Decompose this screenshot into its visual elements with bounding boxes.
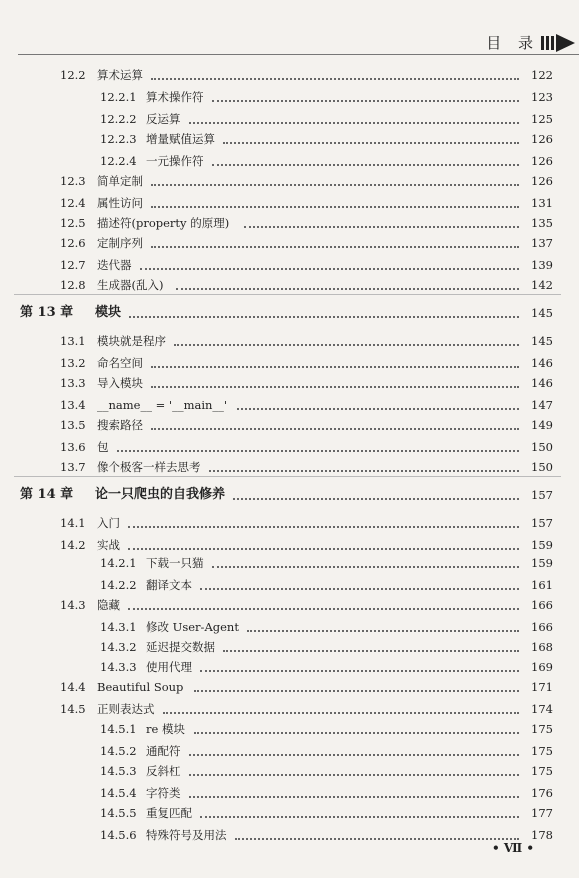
toc-leader-dots (200, 815, 519, 818)
toc-entry[interactable] (0, 88, 579, 106)
toc-entry-number: 13.6 (60, 440, 86, 454)
toc-entry-title: 入门 (97, 516, 120, 530)
toc-entry-title: 算术运算 (97, 68, 143, 82)
toc-entry[interactable] (0, 458, 579, 476)
toc-page-number: 137 (531, 236, 553, 250)
toc-page-number: 168 (531, 640, 553, 654)
toc-leader-dots (117, 449, 520, 452)
toc-entry-number: 12.4 (60, 196, 86, 210)
toc-leader-dots (212, 565, 520, 568)
toc-page-number: 123 (531, 90, 553, 104)
toc-page-number: 178 (531, 828, 553, 842)
toc-entry[interactable] (0, 804, 579, 822)
toc-leader-dots (194, 731, 519, 734)
toc-entry-number: 14.1 (60, 516, 86, 530)
toc-entry-number: 14.5.2 (100, 744, 137, 758)
toc-entry[interactable] (0, 742, 579, 760)
toc-entry-title: 模块就是程序 (97, 334, 166, 348)
toc-entry-title: 使用代理 (146, 660, 192, 674)
page-number: • Ⅶ • (492, 841, 534, 855)
toc-entry-number: 13.7 (60, 460, 86, 474)
toc-entry-title: 通配符 (146, 744, 181, 758)
toc-entry-title: 导入模块 (97, 376, 143, 390)
toc-entry[interactable] (0, 194, 579, 212)
toc-leader-dots (129, 315, 519, 318)
toc-entry[interactable] (0, 438, 579, 456)
toc-entry-title: 命名空间 (97, 356, 143, 370)
toc-entry-number: 13.3 (60, 376, 86, 390)
toc-entry[interactable] (0, 152, 579, 170)
toc-leader-dots (223, 141, 519, 144)
toc-chapter-entry[interactable] (0, 486, 579, 504)
toc-leader-dots (151, 205, 519, 208)
toc-entry[interactable] (0, 374, 579, 392)
toc-leader-dots (140, 267, 520, 270)
toc-entry-number: 14.4 (60, 680, 86, 694)
toc-entry-title: 简单定制 (97, 174, 143, 188)
toc-leader-dots (163, 711, 520, 714)
toc-entry-number: 14.5.3 (100, 764, 137, 778)
toc-entry-title: 描述符(property 的原理) (97, 216, 230, 230)
toc-page-number: 166 (531, 620, 553, 634)
toc-entry-title: 实战 (97, 538, 120, 552)
toc-entry-title: 模块 (95, 305, 122, 320)
toc-entry-title: 像个极客一样去思考 (97, 460, 201, 474)
toc-leader-dots (128, 547, 519, 550)
toc-page-number: 126 (531, 132, 553, 146)
toc-entry[interactable] (0, 638, 579, 656)
toc-entry[interactable] (0, 514, 579, 532)
toc-page-number: 150 (531, 460, 553, 474)
toc-entry[interactable] (0, 214, 579, 232)
toc-entry[interactable] (0, 658, 579, 676)
toc-page-number: 169 (531, 660, 553, 674)
toc-entry-number: 12.2 (60, 68, 86, 82)
toc-entry-title: Beautiful Soup (97, 680, 184, 694)
toc-entry-title: 算术操作符 (146, 90, 204, 104)
toc-entry[interactable] (0, 762, 579, 780)
toc-leader-dots (244, 225, 520, 228)
toc-entry-number: 14.5.5 (100, 806, 137, 820)
toc-page-number: 146 (531, 376, 553, 390)
toc-leader-dots (151, 365, 519, 368)
toc-leader-dots (200, 587, 519, 590)
toc-page-number: 135 (531, 216, 553, 230)
toc-entry-title: 特殊符号及用法 (146, 828, 227, 842)
toc-entry-number: 12.7 (60, 258, 86, 272)
toc-entry-title: 增量赋值运算 (146, 132, 215, 146)
toc-entry-number: 13.2 (60, 356, 86, 370)
toc-entry-number: 13.4 (60, 398, 86, 412)
toc-entry-title: 搜索路径 (97, 418, 143, 432)
toc-entry-title: 反运算 (146, 112, 181, 126)
toc-page-number: 145 (531, 334, 553, 348)
toc-entry-title: 定制序列 (97, 236, 143, 250)
toc-entry-number: 14.3.2 (100, 640, 137, 654)
toc-leader-dots (189, 795, 520, 798)
toc-page-number: 147 (531, 398, 553, 412)
toc-page-number: 146 (531, 356, 553, 370)
toc-leader-dots (212, 163, 520, 166)
toc-leader-dots (128, 525, 519, 528)
toc-entry-title: 延迟提交数据 (146, 640, 215, 654)
toc-leader-dots (223, 649, 519, 652)
toc-entry-number: 14.5.1 (100, 722, 137, 736)
toc-entry-number: 12.3 (60, 174, 86, 188)
toc-leader-dots (194, 689, 519, 692)
toc-entry-number: 12.2.1 (100, 90, 137, 104)
toc-entry[interactable] (0, 678, 579, 696)
toc-page-number: 139 (531, 258, 553, 272)
toc-leader-dots (151, 77, 519, 80)
toc-leader-dots (151, 385, 519, 388)
toc-page-number: 126 (531, 174, 553, 188)
toc-page-number: 125 (531, 112, 553, 126)
toc-page-number: 175 (531, 764, 553, 778)
toc-entry-title: 论一只爬虫的自我修养 (95, 487, 226, 502)
toc-entry[interactable] (0, 720, 579, 738)
toc-leader-dots (151, 245, 519, 248)
toc-entry[interactable] (0, 554, 579, 572)
toc-page-number: 175 (531, 722, 553, 736)
toc-page-number: 176 (531, 786, 553, 800)
toc-entry-number: 14.5 (60, 702, 86, 716)
toc-page-number: 126 (531, 154, 553, 168)
toc-leader-dots (233, 497, 519, 500)
toc-entry-number: 13.5 (60, 418, 86, 432)
toc-page-number: 145 (531, 306, 553, 320)
toc-entry-number: 第 14 章 (20, 487, 74, 502)
header-title: 目 录 (486, 34, 539, 52)
toc-entry[interactable] (0, 234, 579, 252)
toc-page-number: 161 (531, 578, 553, 592)
toc-chapter-entry[interactable] (0, 304, 579, 322)
toc-leader-dots (189, 773, 520, 776)
toc-entry-title: 隐藏 (97, 598, 120, 612)
toc-entry-title: 修改 User-Agent (146, 620, 239, 634)
toc-page-number: 159 (531, 538, 553, 552)
toc-entry[interactable] (0, 700, 579, 718)
toc-entry-number: 14.3.3 (100, 660, 137, 674)
toc-page-number: 122 (531, 68, 553, 82)
toc-entry-number: 14.5.4 (100, 786, 137, 800)
chapter-divider (14, 476, 561, 477)
toc-entry[interactable] (0, 130, 579, 148)
toc-entry-title: 重复匹配 (146, 806, 192, 820)
toc-entry-number: 14.2.1 (100, 556, 137, 570)
toc-entry-title: 反斜杠 (146, 764, 181, 778)
toc-entry-number: 14.3.1 (100, 620, 137, 634)
toc-entry[interactable] (0, 576, 579, 594)
toc-entry-title: 翻译文本 (146, 578, 192, 592)
toc-page-number: 131 (531, 196, 553, 210)
toc-entry[interactable] (0, 256, 579, 274)
chapter-divider (14, 294, 561, 295)
toc-leader-dots (237, 407, 519, 410)
toc-page-number: 175 (531, 744, 553, 758)
toc-entry[interactable] (0, 416, 579, 434)
toc-entry-title: 迭代器 (97, 258, 132, 272)
toc-page-number: 157 (531, 488, 553, 502)
toc-leader-dots (189, 753, 520, 756)
toc-entry-number: 14.2 (60, 538, 86, 552)
toc-entry-title: __name__ = '__main__' (97, 398, 228, 412)
toc-entry[interactable] (0, 784, 579, 802)
toc-entry[interactable] (0, 596, 579, 614)
toc-entry-number: 12.5 (60, 216, 86, 230)
toc-leader-dots (128, 607, 519, 610)
toc-page-number: 171 (531, 680, 553, 694)
toc-leader-dots (209, 469, 520, 472)
toc-entry[interactable] (0, 276, 579, 294)
toc-entry[interactable] (0, 66, 579, 84)
toc-page-number: 149 (531, 418, 553, 432)
toc-entry-number: 第 13 章 (20, 305, 74, 320)
toc-entry-title: 属性访问 (97, 196, 143, 210)
toc-page-number: 166 (531, 598, 553, 612)
toc-entry[interactable] (0, 618, 579, 636)
toc-entry[interactable] (0, 110, 579, 128)
toc-entry-title: 下载一只猫 (146, 556, 204, 570)
toc-leader-dots (174, 343, 519, 346)
toc-page-number: 142 (531, 278, 553, 292)
toc-entry-title: 生成器(乱入) (97, 278, 164, 292)
toc-entry-number: 12.2.2 (100, 112, 137, 126)
toc-entry-number: 14.5.6 (100, 828, 137, 842)
toc-entry-number: 13.1 (60, 334, 86, 348)
toc-entry-title: 包 (97, 440, 109, 454)
toc-leader-dots (189, 121, 520, 124)
toc-entry[interactable] (0, 332, 579, 350)
toc-entry-title: 一元操作符 (146, 154, 204, 168)
toc-entry-number: 12.2.4 (100, 154, 137, 168)
toc-page-number: 177 (531, 806, 553, 820)
toc-leader-dots (151, 183, 519, 186)
toc-entry-number: 14.2.2 (100, 578, 137, 592)
toc-entry-number: 14.3 (60, 598, 86, 612)
toc-leader-dots (200, 669, 519, 672)
toc-entry-number: 12.8 (60, 278, 86, 292)
toc-entry-number: 12.2.3 (100, 132, 137, 146)
toc-page-number: 157 (531, 516, 553, 530)
toc-page-number: 174 (531, 702, 553, 716)
toc-page-number: 159 (531, 556, 553, 570)
toc-leader-dots (247, 629, 520, 632)
toc-entry-title: 字符类 (146, 786, 181, 800)
toc-leader-dots (176, 287, 519, 290)
toc-entry[interactable] (0, 396, 579, 414)
toc-leader-dots (235, 837, 520, 840)
toc-entry-number: 12.6 (60, 236, 86, 250)
toc-entry[interactable] (0, 536, 579, 554)
toc-entry-title: 正则表达式 (97, 702, 155, 716)
toc-leader-dots (212, 99, 520, 102)
toc-entry-title: re 模块 (146, 722, 185, 736)
toc-leader-dots (151, 427, 519, 430)
toc-entry[interactable] (0, 172, 579, 190)
toc-entry[interactable] (0, 354, 579, 372)
toc-page-number: 150 (531, 440, 553, 454)
